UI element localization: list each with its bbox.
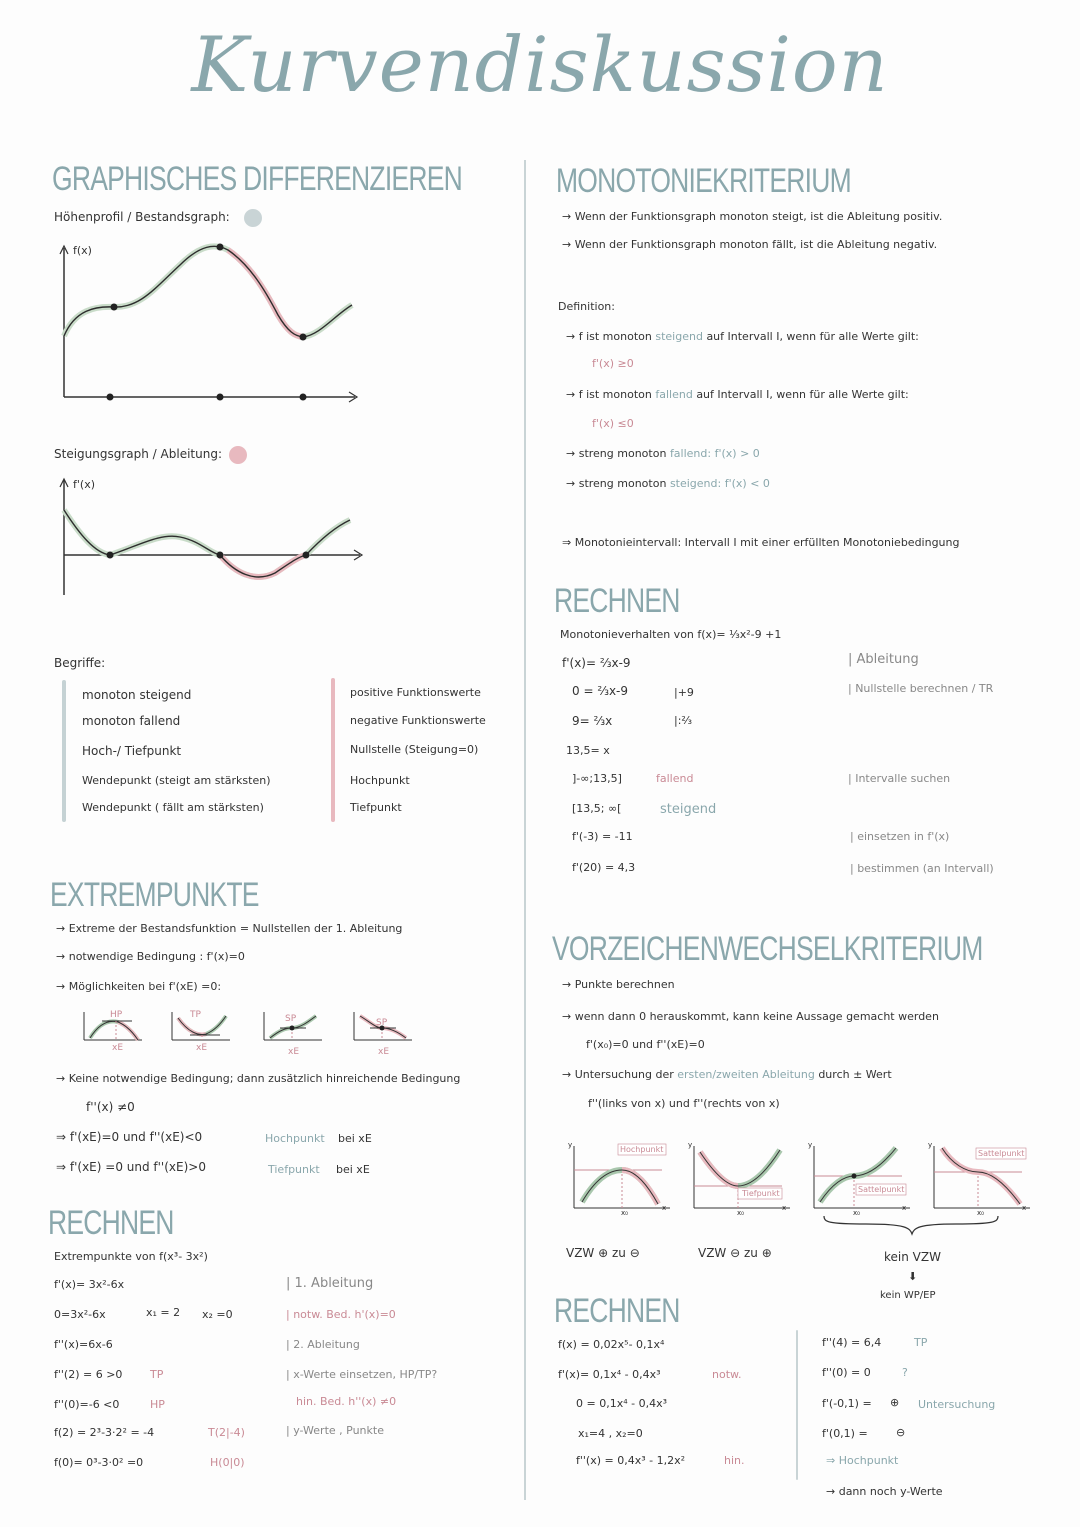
icon-label-hp: HP	[110, 1010, 123, 1020]
rechnen1-note-4: | einsetzen in f'(x)	[850, 830, 950, 843]
extrem-moeglichkeiten-icons	[80, 1010, 410, 1060]
bestand-color-dot	[244, 209, 262, 227]
extrem-hinreichend: f''(x) ≠0	[86, 1100, 135, 1114]
mono-intervall: ⇒ Monotonieintervall: Intervall I mit einer erfüllten Monotoniebedingung	[562, 536, 960, 549]
implication-2-result: Tiefpunkt	[268, 1163, 320, 1176]
rechnen1-line-6: ]-∞;13,5]	[572, 772, 622, 785]
mono-bullet-1: → Wenn der Funktionsgraph monoton steigt, ist die Ableitung positiv.	[562, 210, 943, 223]
page-title: Kurvendiskussion	[191, 20, 889, 109]
begriffe-pink-bar	[331, 678, 335, 822]
rechnen1-line-4: 9= ⅔x	[572, 714, 613, 728]
steigungsgraph-label: Steigungsgraph / Ableitung:	[54, 447, 222, 461]
rechnen1-note-2: | Nullstelle berechnen / TR	[848, 682, 994, 695]
rechnen-left-note-2: | notw. Bed. h'(x)=0	[286, 1308, 396, 1321]
rechnen1-note-3: | Intervalle suchen	[848, 772, 951, 785]
rechnen-left-line-6: f''(0)=-6 <0	[54, 1398, 120, 1411]
icon-sub-4: xE	[378, 1047, 390, 1057]
rechnen-left-line-7: f(2) = 2³-3·2² = -4	[54, 1426, 155, 1439]
begriff-left-5: Wendepunkt ( fällt am stärksten)	[82, 801, 264, 814]
vzw-x0-4: x₀	[977, 1209, 984, 1217]
vzw-axis-y-3: y	[808, 1141, 813, 1149]
vzw-axis-x-4: x	[1022, 1204, 1027, 1212]
vzw-bullet-1: → Punkte berechnen	[562, 978, 675, 991]
rechnen1-note-1: | Ableitung	[848, 652, 919, 667]
extrem-bullet-4: → Keine notwendige Bedingung; dann zusätzlich hinreichende Bedingung	[56, 1072, 461, 1085]
mono-def-3: → streng monoton fallend: f'(x) > 0	[566, 447, 760, 460]
fpx-axis-label: f'(x)	[73, 478, 95, 491]
implication-2-suffix: bei xE	[336, 1163, 370, 1176]
rechnen1-line-5: 13,5= x	[566, 744, 610, 757]
mono-bullet-2: → Wenn der Funktionsgraph monoton fällt, ist die Ableitung negativ.	[562, 238, 938, 251]
mono-def-2-formula: f'(x) ≤0	[592, 417, 634, 430]
vzw-axis-y-4: y	[928, 1141, 933, 1149]
rechnen2-untersuchung: Untersuchung	[918, 1398, 996, 1411]
bestand-graph	[50, 240, 370, 410]
ableitung-color-dot	[229, 446, 247, 464]
rechnen1-steigend: steigend	[660, 802, 717, 817]
rechnen2-right-3-sign: ⊕	[890, 1396, 900, 1409]
implication-1: ⇒ f'(xE)=0 und f''(xE)<0	[56, 1130, 203, 1144]
rechnen1-line-3-op: |+9	[674, 686, 694, 699]
fx-axis-label: f(x)	[73, 244, 92, 257]
icon-sub-2: xE	[196, 1043, 208, 1053]
mono-def-2: → f ist monoton fallend auf Intervall I, wenn für alle Werte gilt:	[566, 388, 909, 401]
vzw-bullet-2: → wenn dann 0 herauskommt, kann keine Aussage gemacht werden	[562, 1010, 939, 1023]
rechnen1-line-8: f'(-3) = -11	[572, 830, 633, 843]
rechnen2-right-3: f'(-0,1) =	[822, 1397, 872, 1410]
begriff-right-2: negative Funktionswerte	[350, 714, 486, 727]
implication-2: ⇒ f'(xE) =0 und f''(xE)>0	[56, 1160, 206, 1174]
begriff-left-4: Wendepunkt (steigt am stärksten)	[82, 774, 271, 787]
rechnen2-right-4: f'(0,1) =	[822, 1427, 868, 1440]
icon-sub-3: xE	[288, 1047, 300, 1057]
vzw-bullet-3: → Untersuchung der ersten/zweiten Ableitung durch ± Wert	[562, 1068, 892, 1081]
begriff-left-3: Hoch-/ Tiefpunkt	[82, 744, 182, 758]
rechnen2-notw: notw.	[712, 1368, 742, 1381]
vzw-result-2: VZW ⊖ zu ⊕	[698, 1246, 772, 1260]
begriff-left-2: monoton fallend	[82, 714, 181, 728]
icon-label-sp1: SP	[285, 1014, 297, 1024]
rechnen2-right-4-sign: ⊖	[896, 1426, 906, 1439]
rechnen2-right-6: → dann noch y-Werte	[826, 1485, 943, 1498]
rechnen1-line-2: f'(x)= ⅔x-9	[562, 656, 631, 670]
begriffe-blue-bar	[62, 680, 66, 822]
column-divider	[524, 160, 526, 1500]
rechnen-left-note-3: | 2. Ableitung	[286, 1338, 360, 1351]
rechnen2-line-2: f'(x)= 0,1x⁴ - 0,4x³	[558, 1368, 661, 1381]
vzw-x0-2: x₀	[737, 1209, 744, 1217]
begriffe-label: Begriffe:	[54, 656, 106, 670]
rechnen-left-hp: HP	[150, 1398, 165, 1411]
begriff-right-4: Hochpunkt	[350, 774, 410, 787]
rechnen2-bracket	[796, 1330, 798, 1480]
rechnen2-right-2-q: ?	[902, 1366, 908, 1379]
rechnen2-right-1-tp: TP	[914, 1336, 928, 1349]
rechnen-left-line-3: 0=3x²-6x	[54, 1308, 106, 1321]
rechnen-left-note-6: | y-Werte , Punkte	[286, 1424, 384, 1437]
heading-rechnen-right-2: RECHNEN	[554, 1292, 680, 1330]
rechnen-left-line-1: Extrempunkte von f(x³- 3x²)	[54, 1250, 208, 1263]
rechnen-left-note-1: | 1. Ableitung	[286, 1276, 374, 1291]
vzw-axis-x-3: x	[902, 1204, 907, 1212]
icon-sub-1: xE	[112, 1043, 124, 1053]
heading-rechnen-right-1: RECHNEN	[554, 582, 680, 620]
rechnen-left-x1: x₁ = 2	[146, 1306, 181, 1319]
vzw-bullet-3-detail: f''(links von x) und f''(rechts von x)	[588, 1097, 780, 1110]
rechnen-left-point-h: H(0|0)	[210, 1456, 245, 1469]
rechnen-left-line-8: f(0)= 0³-3·0² =0	[54, 1456, 144, 1469]
vzw-kein: kein VZW	[884, 1250, 941, 1264]
rechnen1-line-1: Monotonieverhalten von f(x)= ⅓x²-9 +1	[560, 628, 782, 641]
rechnen-left-line-5: f''(2) = 6 >0	[54, 1368, 123, 1381]
rechnen-left-note-5: hin. Bed. h''(x) ≠0	[296, 1395, 397, 1408]
vzw-x0-3: x₀	[853, 1209, 860, 1217]
rechnen1-line-4-op: |:⅔	[674, 714, 693, 727]
vzw-label-sattelpunkt-2: Sattelpunkt	[978, 1149, 1025, 1158]
vzw-label-tiefpunkt: Tiefpunkt	[742, 1189, 780, 1198]
implication-1-result: Hochpunkt	[265, 1132, 325, 1145]
rechnen-left-line-2: f'(x)= 3x²-6x	[54, 1278, 125, 1291]
implication-1-suffix: bei xE	[338, 1132, 372, 1145]
extrem-bullet-2: → notwendige Bedingung : f'(x)=0	[56, 950, 245, 963]
rechnen2-right-1: f''(4) = 6,4	[822, 1336, 882, 1349]
rechnen2-hin: hin.	[724, 1454, 745, 1467]
vzw-axis-x-2: x	[782, 1204, 787, 1212]
vzw-kein-2: kein WP/EP	[880, 1290, 936, 1301]
rechnen1-fallend: fallend	[656, 772, 694, 785]
ableitung-graph	[50, 475, 370, 605]
icon-label-tp: TP	[190, 1010, 201, 1020]
rechnen2-line-1: f(x) = 0,02x⁵- 0,1x⁴	[558, 1338, 665, 1351]
vzw-arrow-down: ⬇	[908, 1270, 918, 1283]
rechnen1-line-9: f'(20) = 4,3	[572, 861, 636, 874]
heading-vzw: VORZEICHENWECHSELKRITERIUM	[552, 930, 983, 968]
hoehenprofil-label: Höhenprofil / Bestandsgraph:	[54, 210, 230, 224]
rechnen1-note-5: | bestimmen (an Intervall)	[850, 862, 994, 875]
rechnen1-line-3: 0 = ⅔x-9	[572, 684, 629, 698]
mono-definition: Definition:	[558, 300, 615, 313]
rechnen-left-tp: TP	[150, 1368, 164, 1381]
mono-def-1: → f ist monoton steigend auf Intervall I, wenn für alle Werte gilt:	[566, 330, 919, 343]
mono-def-4: → streng monoton steigend: f'(x) < 0	[566, 477, 770, 490]
begriff-left-1: monoton steigend	[82, 688, 192, 702]
rechnen2-line-3: 0 = 0,1x⁴ - 0,4x³	[576, 1397, 667, 1410]
begriff-right-5: Tiefpunkt	[350, 801, 402, 814]
vzw-axis-y-1: y	[568, 1141, 573, 1149]
begriff-right-1: positive Funktionswerte	[350, 686, 481, 699]
rechnen-left-point-t: T(2|-4)	[208, 1426, 245, 1439]
vzw-axis-x-1: x	[662, 1204, 667, 1212]
vzw-label-sattelpunkt-1: Sattelpunkt	[858, 1185, 905, 1194]
rechnen-left-line-4: f''(x)=6x-6	[54, 1338, 113, 1351]
rechnen2-right-2: f''(0) = 0	[822, 1366, 871, 1379]
rechnen1-line-7: [13,5; ∞[	[572, 802, 622, 815]
rechnen2-right-5: ⇒ Hochpunkt	[826, 1454, 899, 1467]
heading-rechnen-left: RECHNEN	[48, 1204, 174, 1242]
rechnen2-line-5: f''(x) = 0,4x³ - 1,2x²	[576, 1454, 686, 1467]
rechnen2-line-4: x₁=4 , x₂=0	[578, 1427, 643, 1440]
heading-extrempunkte: EXTREMPUNKTE	[50, 876, 259, 914]
rechnen-left-note-4: | x-Werte einsetzen, HP/TP?	[286, 1368, 438, 1381]
vzw-axis-y-2: y	[688, 1141, 693, 1149]
vzw-x0-1: x₀	[621, 1209, 628, 1217]
vzw-result-1: VZW ⊕ zu ⊖	[566, 1246, 640, 1260]
heading-monotoniekriterium: MONOTONIEKRITERIUM	[556, 162, 851, 200]
begriff-right-3: Nullstelle (Steigung=0)	[350, 743, 479, 756]
vzw-graphs	[566, 1142, 1046, 1222]
heading-graphisches-differenzieren: GRAPHISCHES DIFFERENZIEREN	[52, 160, 462, 198]
extrem-bullet-3: → Möglichkeiten bei f'(xE) =0:	[56, 980, 222, 993]
vzw-bullet-2-formula: f'(x₀)=0 und f''(xE)=0	[586, 1038, 705, 1051]
rechnen-left-x2: x₂ =0	[202, 1308, 233, 1321]
vzw-label-hochpunkt: Hochpunkt	[620, 1145, 664, 1154]
icon-label-sp2: SP	[376, 1018, 388, 1028]
extrem-bullet-1: → Extreme der Bestandsfunktion = Nullstellen der 1. Ableitung	[56, 922, 403, 935]
mono-def-1-formula: f'(x) ≥0	[592, 357, 634, 370]
